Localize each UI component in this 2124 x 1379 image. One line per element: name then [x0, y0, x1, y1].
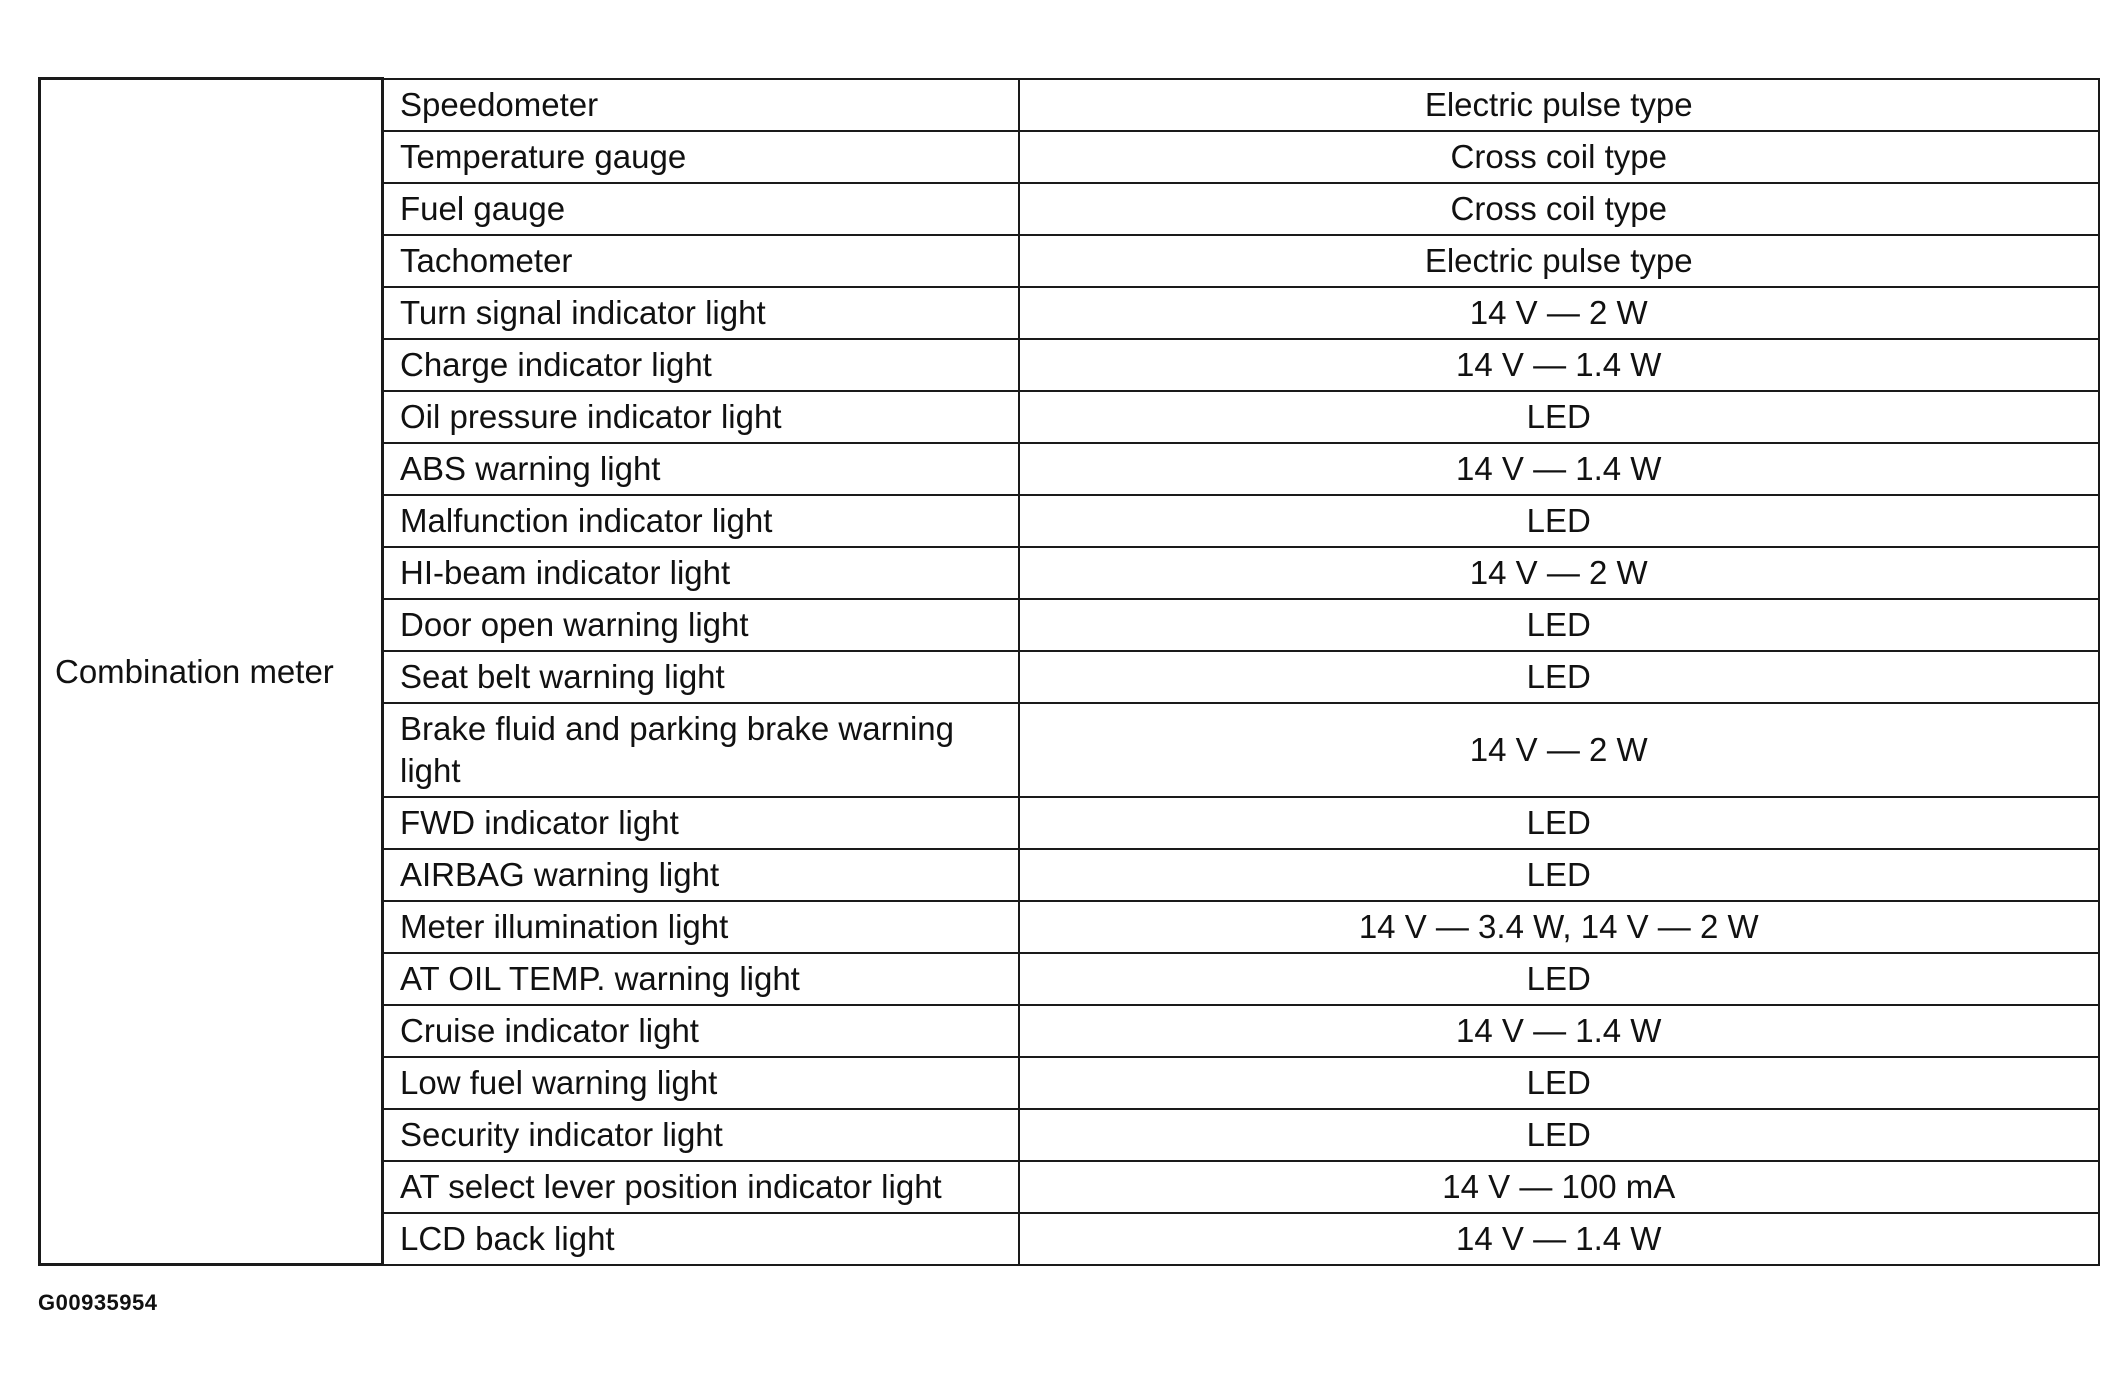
item-cell: HI-beam indicator light: [383, 547, 1019, 599]
group-label-cell: [40, 79, 383, 1265]
item-cell: Door open warning light: [383, 599, 1019, 651]
item-cell: FWD indicator light: [383, 797, 1019, 849]
item-cell: Brake fluid and parking brake warning light: [383, 703, 1019, 797]
value-cell: LED: [1019, 391, 2100, 443]
item-cell: LCD back light: [383, 1213, 1019, 1265]
figure-code: G00935954: [38, 1290, 158, 1315]
item-cell: AT select lever position indicator light: [383, 1161, 1019, 1213]
item-cell: Fuel gauge: [383, 183, 1019, 235]
item-cell: Speedometer: [383, 79, 1019, 131]
item-cell: Cruise indicator light: [383, 1005, 1019, 1057]
spec-table-body: [40, 79, 2100, 1265]
item-cell: Low fuel warning light: [383, 1057, 1019, 1109]
item-cell: Charge indicator light: [383, 339, 1019, 391]
value-cell: Electric pulse type: [1019, 235, 2100, 287]
item-cell: Security indicator light: [383, 1109, 1019, 1161]
value-cell: Cross coil type: [1019, 131, 2100, 183]
value-cell: LED: [1019, 953, 2100, 1005]
value-cell: 14 V — 2 W: [1019, 547, 2100, 599]
item-cell: Temperature gauge: [383, 131, 1019, 183]
value-cell: 14 V — 3.4 W, 14 V — 2 W: [1019, 901, 2100, 953]
value-cell: 14 V — 2 W: [1019, 287, 2100, 339]
item-cell: Tachometer: [383, 235, 1019, 287]
value-cell: LED: [1019, 495, 2100, 547]
value-cell: LED: [1019, 1109, 2100, 1161]
item-cell: Seat belt warning light: [383, 651, 1019, 703]
value-cell: LED: [1019, 651, 2100, 703]
table-row: [40, 79, 2100, 131]
item-cell: Turn signal indicator light: [383, 287, 1019, 339]
value-cell: 14 V — 1.4 W: [1019, 1005, 2100, 1057]
value-cell: LED: [1019, 797, 2100, 849]
value-cell: LED: [1019, 599, 2100, 651]
value-cell: 14 V — 2 W: [1019, 703, 2100, 797]
item-cell: ABS warning light: [383, 443, 1019, 495]
item-cell: AT OIL TEMP. warning light: [383, 953, 1019, 1005]
item-cell: AIRBAG warning light: [383, 849, 1019, 901]
value-cell: 14 V — 100 mA: [1019, 1161, 2100, 1213]
value-cell: Electric pulse type: [1019, 79, 2100, 131]
value-cell: Cross coil type: [1019, 183, 2100, 235]
value-cell: 14 V — 1.4 W: [1019, 339, 2100, 391]
item-cell: Meter illumination light: [383, 901, 1019, 953]
item-cell: Malfunction indicator light: [383, 495, 1019, 547]
item-cell: Oil pressure indicator light: [383, 391, 1019, 443]
group-label: Combination meter: [55, 652, 334, 690]
value-cell: LED: [1019, 849, 2100, 901]
value-cell: 14 V — 1.4 W: [1019, 443, 2100, 495]
value-cell: 14 V — 1.4 W: [1019, 1213, 2100, 1265]
spec-table: [38, 77, 2100, 1266]
value-cell: LED: [1019, 1057, 2100, 1109]
